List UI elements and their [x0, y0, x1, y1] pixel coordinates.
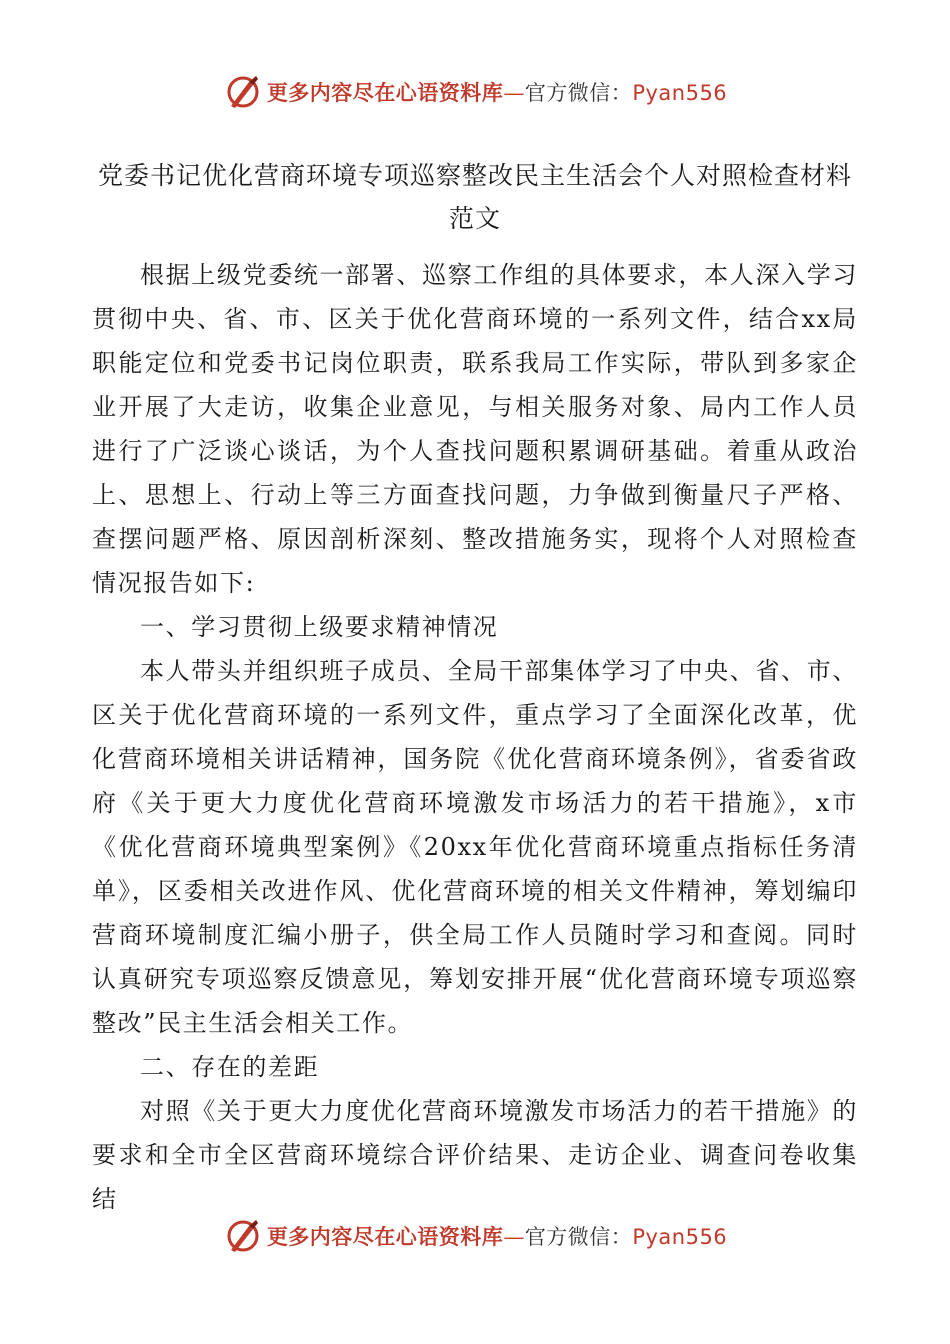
banner-brand: 更多内容尽在心语资料库: [266, 1224, 504, 1249]
banner-wechat-label: 官方微信：: [524, 81, 633, 105]
banner-text: [267, 77, 727, 107]
document-title: 党委书记优化营商环境专项巡察整改民主生活会个人对照检查材料范文: [97, 161, 852, 233]
banner-separator: —: [503, 81, 525, 105]
banner-text: [267, 1221, 727, 1251]
paragraph-gaps: 对照《关于更大力度优化营商环境激发市场活力的若干措施》的要求和全市全区营商环境综合评价结果、走访企业、调查问卷收集结: [92, 1097, 858, 1213]
footer-banner: [0, 1214, 950, 1258]
banner-separator: —: [503, 1225, 525, 1249]
paragraph-study: 本人带头并组织班子成员、全局干部集体学习了中央、省、市、区关于优化营商环境的一系列文件，重点学习了全面深化改革，优化营商环境相关讲话精神，国务院《优化营商环境条例》，省委省政府《关于更大力度优化营商环境激发市场活力的若干措施》，x市《优化营商环境典型案例》《20xx年优化营商环境重点指标任务清单》，区委相关改进作风、优化营商环境的相关文件精神，筹划编印营商环境制度汇编小册子，供全局工作人员随时学习和查阅。同时认真研究专项巡察反馈意见，筹划安排开展“优化营商环境专项巡察整改”民主生活会相关工作。: [92, 657, 858, 1037]
header-banner: [0, 70, 950, 114]
section-heading-2: 二、存在的差距: [140, 1053, 320, 1081]
pen-logo-icon: [223, 72, 263, 112]
banner-wechat-id: Pyan556: [632, 81, 728, 105]
banner-brand: 更多内容尽在心语资料库: [266, 80, 504, 105]
paragraph-intro: 根据上级党委统一部署、巡察工作组的具体要求，本人深入学习贯彻中央、省、市、区关于优化营商环境的一系列文件，结合xx局职能定位和党委书记岗位职责，联系我局工作实际，带队到多家企业开展了大走访，收集企业意见，与相关服务对象、局内工作人员进行了广泛谈心谈话，为个人查找问题积累调研基础。着重从政治上、思想上、行动上等三方面查找问题，力争做到衡量尺子严格、查摆问题严格、原因剖析深刻、整改措施务实，现将个人对照检查情况报告如下:: [92, 261, 858, 597]
document-body: [92, 253, 858, 1221]
section-heading-1: 一、学习贯彻上级要求精神情况: [140, 613, 499, 641]
banner-wechat-id: Pyan556: [632, 1225, 728, 1249]
banner-wechat-label: 官方微信：: [524, 1225, 633, 1249]
pen-logo-icon: [223, 1216, 263, 1256]
